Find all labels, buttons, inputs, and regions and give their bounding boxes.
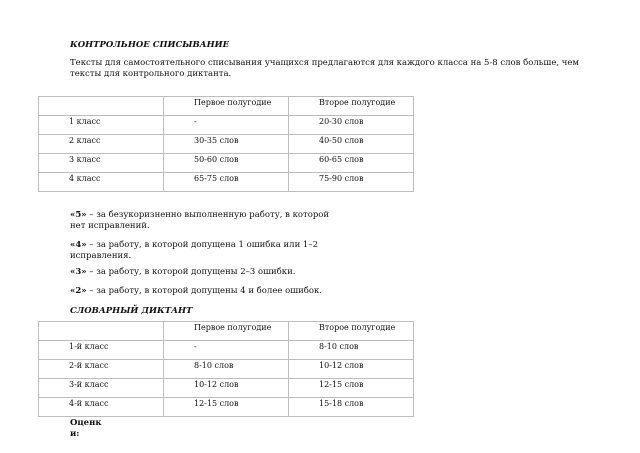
value-cell: 10-12 слов <box>164 379 289 398</box>
grades-label-line1: Оценк <box>70 418 102 428</box>
value-cell: 12-15 слов <box>289 379 414 398</box>
grade-text: – за работу, в которой допущены 4 и более ошибок. <box>86 286 323 296</box>
grades-label-line2: и: <box>70 429 80 439</box>
table-row <box>39 341 414 360</box>
grade-mark: «2» <box>70 286 87 296</box>
section2-title: СЛОВАРНЫЙ ДИКТАНТ <box>70 306 193 316</box>
table-row <box>39 154 414 173</box>
header-cell-second-half: Второе полугодие <box>289 322 414 341</box>
grade-2 <box>70 286 370 297</box>
grade-text: – за работу, в которой допущена 1 ошибка или 1–2 <box>86 240 318 250</box>
value-cell: 65-75 слов <box>164 173 289 192</box>
class-cell: 1 класс <box>39 116 164 135</box>
grade-5 <box>70 210 350 232</box>
grade-3 <box>70 267 370 278</box>
value-cell: - <box>164 341 289 360</box>
grade-text: – за безукоризненно выполненную работу, в которой <box>86 210 330 220</box>
class-cell: 3-й класс <box>39 379 164 398</box>
header-cell-empty <box>39 97 164 116</box>
class-cell: 4-й класс <box>39 398 164 417</box>
grade-mark: «5» <box>70 210 87 220</box>
grade-text: – за работу, в которой допущены 2–3 ошибки. <box>86 267 296 277</box>
class-cell: 2-й класс <box>39 360 164 379</box>
value-cell: 60-65 слов <box>289 154 414 173</box>
class-cell: 1-й класс <box>39 341 164 360</box>
grade-text-cont: исправления. <box>70 251 132 261</box>
value-cell: 8-10 слов <box>289 341 414 360</box>
value-cell: 20-30 слов <box>289 116 414 135</box>
class-cell: 4 класс <box>39 173 164 192</box>
table-row <box>39 398 414 417</box>
table-row <box>39 135 414 154</box>
value-cell: 12-15 слов <box>164 398 289 417</box>
table-row <box>39 379 414 398</box>
section1-intro <box>70 58 610 80</box>
table-header-row <box>39 322 414 341</box>
header-cell-second-half: Второе полугодие <box>289 97 414 116</box>
header-cell-empty <box>39 322 164 341</box>
table-row <box>39 360 414 379</box>
class-cell: 3 класс <box>39 154 164 173</box>
value-cell: 50-60 слов <box>164 154 289 173</box>
grades-label <box>70 418 101 440</box>
value-cell: 8-10 слов <box>164 360 289 379</box>
header-cell-first-half: Первое полугодие <box>164 322 289 341</box>
table-row <box>39 173 414 192</box>
header-cell-first-half: Первое полугодие <box>164 97 289 116</box>
grade-mark: «3» <box>70 267 87 277</box>
table-header-row <box>39 97 414 116</box>
value-cell: 15-18 слов <box>289 398 414 417</box>
intro-line-1: Тексты для самостоятельного списывания учащихся предлагаются для каждого класса на 5-8 слов больше, чем <box>70 58 580 68</box>
value-cell: 10-12 слов <box>289 360 414 379</box>
grade-4 <box>70 240 350 262</box>
intro-line-2: тексты для контрольного диктанта. <box>70 69 232 79</box>
dictation-table <box>38 321 414 417</box>
class-cell: 2 класс <box>39 135 164 154</box>
section1-title: КОНТРОЛЬНОЕ СПИСЫВАНИЕ <box>70 40 230 50</box>
value-cell: 75-90 слов <box>289 173 414 192</box>
value-cell: 40-50 слов <box>289 135 414 154</box>
value-cell: 30-35 слов <box>164 135 289 154</box>
grade-mark: «4» <box>70 240 87 250</box>
table-row <box>39 116 414 135</box>
copying-table <box>38 96 414 192</box>
value-cell: - <box>164 116 289 135</box>
grade-text-cont: нет исправлений. <box>70 221 150 231</box>
